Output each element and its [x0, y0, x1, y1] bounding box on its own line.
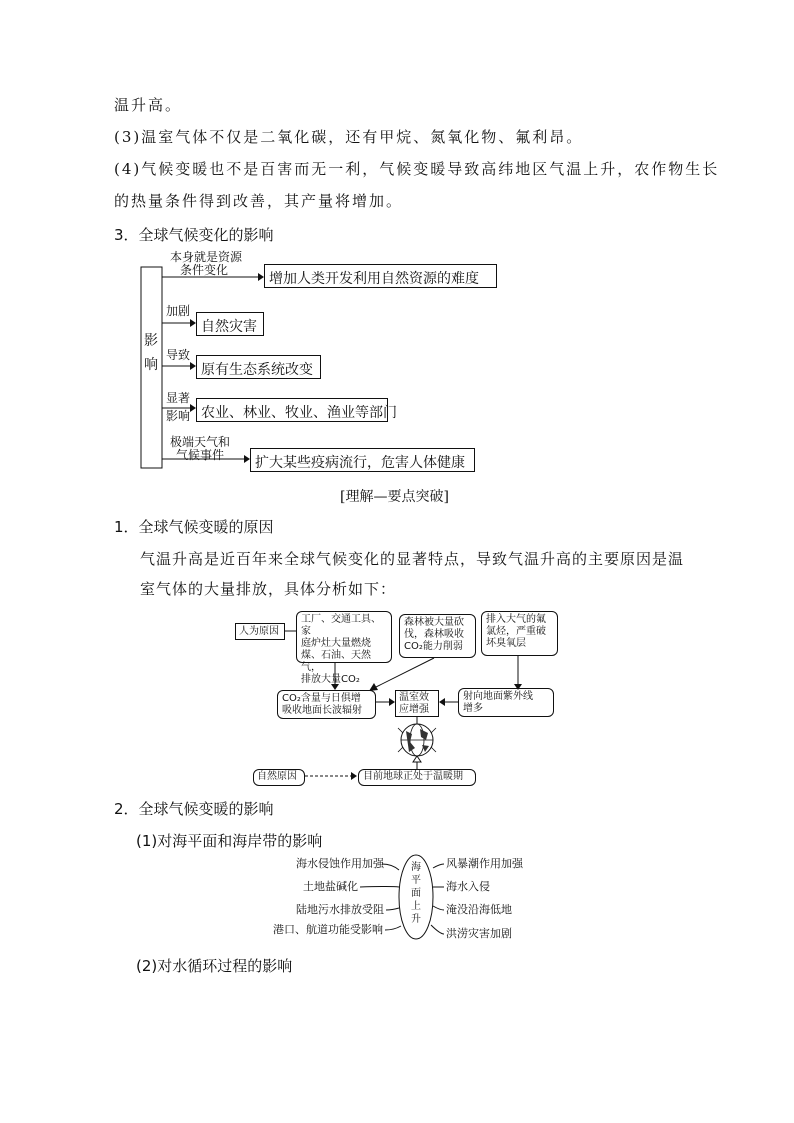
- cause-box-c-line: 排入大气的氟: [486, 614, 546, 625]
- result-box-4-text: 农业、林业、牧业、渔业等部门: [201, 405, 397, 421]
- branch-1-label-1: 本身就是资源: [170, 250, 243, 264]
- right-item: 风暴潮作用加强: [446, 857, 523, 870]
- left-item: 海水侵蚀作用加强: [296, 857, 384, 870]
- sea-center-char: 平: [411, 875, 421, 886]
- connector: [360, 887, 399, 888]
- understand-title: [理解—要点突破]: [340, 489, 449, 505]
- para-line-3: (4)气候变暖也不是百害而无一利，气候变暖导致高纬地区气温上升，农作物生长: [114, 160, 720, 178]
- sea-center-char: 升: [411, 914, 421, 925]
- para-line-2: (3)温室气体不仅是二氧化碳，还有甲烷、氮氧化物、氟利昂。: [114, 128, 584, 146]
- branch-3-label: 导致: [166, 348, 191, 362]
- section1-para-2: 室气体的大量排放，具体分析如下：: [140, 580, 397, 598]
- human-cause-text: 人为原因: [239, 626, 279, 637]
- sea-center-char: 面: [411, 888, 421, 899]
- cause-box-d-line: CO₂含量与日俱增: [282, 693, 361, 704]
- connector: [433, 864, 444, 868]
- natural-cause-text: 自然原因: [257, 771, 297, 782]
- center-label-2: 响: [144, 357, 158, 373]
- result-box-3-text: 原有生态系统改变: [201, 362, 313, 378]
- cause-box-f-line: 射向地面紫外线: [463, 691, 533, 702]
- connector: [385, 926, 401, 930]
- sea-center-char: 上: [411, 901, 421, 912]
- branch-5-label-1: 极端天气和: [170, 435, 231, 449]
- connector: [431, 925, 444, 934]
- left-item: 港口、航道功能受影响: [273, 923, 383, 936]
- connector: [433, 906, 444, 910]
- connector: [382, 864, 399, 870]
- greenhouse-box-line: 应增强: [399, 704, 429, 715]
- cause-box-a-line: 排放大量CO₂: [301, 674, 360, 685]
- section2-heading: 2．全球气候变暖的影响: [114, 800, 274, 818]
- cause-box-a-line: 煤、石油、天然气，: [301, 650, 371, 673]
- warm-period-text: 目前地球正处于温暖期: [363, 771, 463, 782]
- left-item: 土地盐碱化: [303, 880, 358, 893]
- cause-box-d-line: 吸收地面长波辐射: [282, 705, 362, 716]
- cause-box-c-line: 坏臭氧层: [486, 638, 526, 649]
- branch-2-label: 加剧: [166, 304, 191, 318]
- section2-sub2: (2)对水循环过程的影响: [136, 957, 293, 975]
- cause-box-b-line: 森林被大量砍: [404, 617, 464, 628]
- left-item: 陆地污水排放受阻: [296, 903, 384, 916]
- branch-4-label-1: 显著: [166, 391, 191, 405]
- para-line-4: 的热量条件得到改善，其产量将增加。: [114, 192, 404, 210]
- branch-4-label-2: 影响: [166, 409, 191, 423]
- center-label-1: 影: [144, 333, 158, 349]
- branch-5-label-2: 气候事件: [176, 448, 225, 462]
- branch-1-label-2: 条件变化: [180, 263, 229, 277]
- result-box-2-text: 自然灾害: [201, 319, 257, 335]
- result-box-5-text: 扩大某些疫病流行，危害人体健康: [255, 455, 465, 471]
- cause-box-b-line: 伐，森林吸收: [404, 629, 464, 640]
- connector: [386, 908, 399, 910]
- right-item: 淹没沿海低地: [446, 903, 512, 916]
- cause-box-b-line: CO₂能力削弱: [404, 641, 463, 652]
- para-line-1: 温升高。: [114, 96, 183, 114]
- section2-sub1: (1)对海平面和海岸带的影响: [136, 832, 323, 850]
- section3-heading: 3．全球气候变化的影响: [114, 226, 274, 244]
- section1-para-1: 气温升高是近百年来全球气候变化的显著特点，导致气温升高的主要原因是温: [140, 550, 685, 568]
- right-item: 洪涝灾害加剧: [446, 927, 512, 940]
- cause-box-a-line: 庭炉灶大量燃烧: [301, 638, 371, 649]
- right-item: 海水入侵: [446, 880, 490, 893]
- greenhouse-box-line: 温室效: [399, 692, 429, 703]
- cause-box-a-line: 工厂、交通工具、家: [301, 614, 381, 637]
- cause-box-c-line: 氯烃，严重破: [486, 626, 546, 637]
- sea-center-char: 海: [411, 862, 421, 873]
- cause-box-f-line: 增多: [463, 703, 483, 714]
- result-box-1-text: 增加人类开发利用自然资源的难度: [269, 271, 479, 287]
- section1-heading: 1．全球气候变暖的原因: [114, 518, 274, 536]
